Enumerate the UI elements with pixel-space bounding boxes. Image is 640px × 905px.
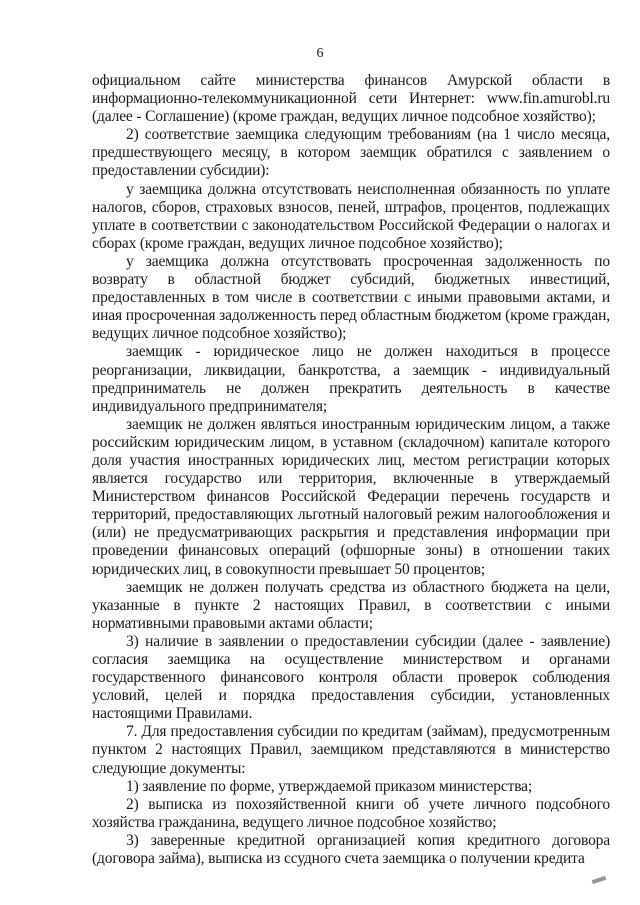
- paragraph: 2) выписка из похозяйственной книги об учете личного подсобного хозяйства гражданина, ведущего личное подсобное хозяйство;: [92, 795, 610, 831]
- paragraph: 1) заявление по форме, утверждаемой приказом министерства;: [126, 777, 533, 795]
- paragraph: 2) соответствие заемщика следующим требованиям (на 1 число месяца, предшествующего месяцу, в котором заемщик обратился с заявлением о предоставлении субсидии):: [92, 126, 610, 180]
- paragraph: 3) заверенные кредитной организацией копия кредитного договора (договора займа), выписка из ссудного счета заемщика о получении кредита: [92, 831, 610, 868]
- paragraph: заемщик не должен являться иностранным юридическим лицом, а также российским юридическим лицом, в уставном (складочном) капитале которого доля участия иностранных юридических лиц, местом регистрации которых является государство или территория, включенные в утверждаемый Министерством финансов Российской Федерации перечень государств и территорий, предоставляющих льготный налоговый режим налогообложения и (или) не предусматривающих раскрытия и представления информации при проведении финансовых операций (офшорные зоны) в отношении таких юридических лиц, в совокупности превышает 50 процентов;: [92, 415, 610, 578]
- scan-artifact: [592, 876, 607, 884]
- paragraph: у заемщика должна отсутствовать неисполненная обязанность по уплате налогов, сборов, страховых взносов, пеней, штрафов, процентов, подлежащих уплате в соответствии с законодательством Российской Федерации о налогах и сборах (кроме граждан, ведущих личное подсобное хозяйство);: [92, 180, 610, 252]
- paragraph: официальном сайте министерства финансов Амурской области в информационно-телекоммуникационной сети Интернет: www.fin.amurobl.ru (далее - Соглашение) (кроме граждан, ведущих личное подсобное хозяйство);: [92, 72, 610, 126]
- paragraph: у заемщика должна отсутствовать просроченная задолженность по возврату в областной бюджет субсидий, бюджетных инвестиций, предоставленных в том числе в соответствии с иными правовыми актами, и иная просроченная задолженность перед областным бюджетом (кроме граждан, ведущих личное подсобное хозяйство);: [92, 252, 610, 343]
- document-body: [92, 72, 610, 868]
- paragraph: 3) наличие в заявлении о предоставлении субсидии (далее - заявление) согласия заемщика на осуществление министерством и органами государственного финансового контроля области проверок соблюдения условий, целей и порядка предоставления субсидии, установленных настоящими Правилами.: [92, 632, 610, 723]
- paragraph: 7. Для предоставления субсидии по кредитам (займам), предусмотренным пунктом 2 настоящих Правил, заемщиком представляются в министерство следующие документы:: [92, 723, 610, 777]
- paragraph: заемщик - юридическое лицо не должен находиться в процессе реорганизации, ликвидации, банкротства, а заемщик - индивидуальный предприниматель не должен прекратить деятельность в качестве индивидуального предпринимателя;: [92, 343, 610, 415]
- paragraph: заемщик не должен получать средства из областного бюджета на цели, указанные в пункте 2 настоящих Правил, в соответствии с иными нормативными правовыми актами области;: [92, 578, 610, 632]
- page-number: 6: [316, 46, 324, 61]
